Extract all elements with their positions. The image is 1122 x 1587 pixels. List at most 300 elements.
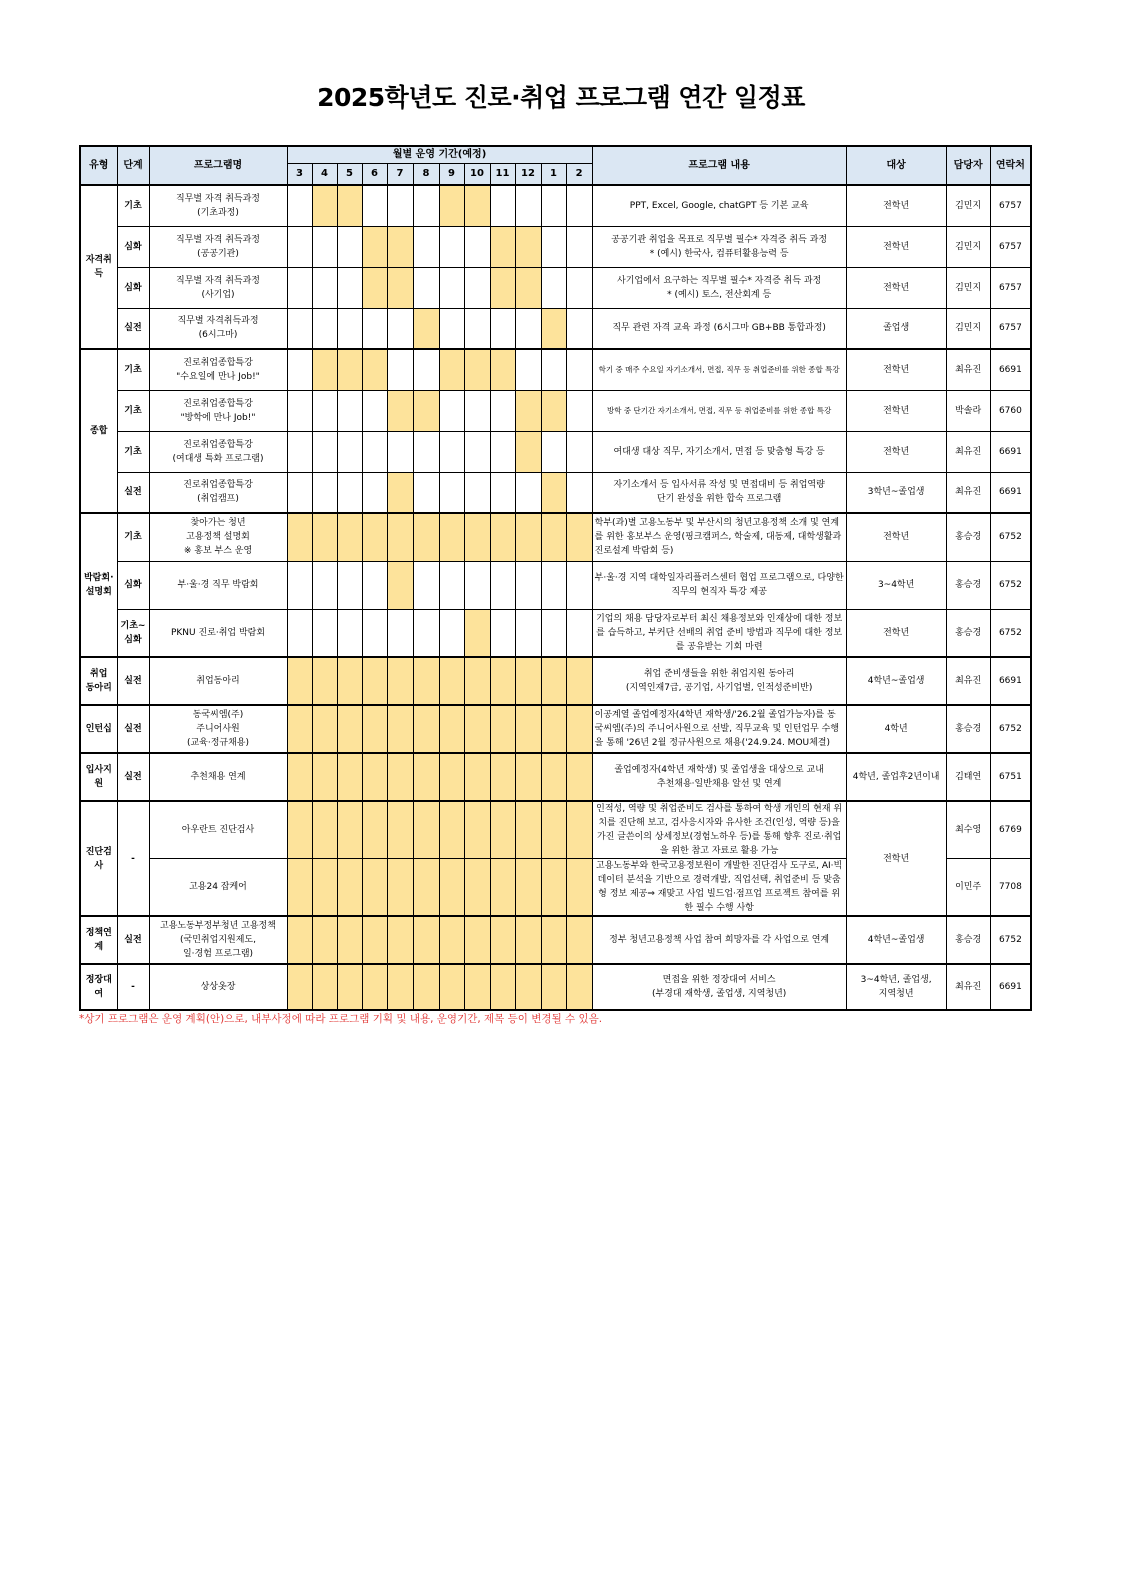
month-cell: [413, 657, 439, 705]
month-cell: [541, 390, 566, 431]
month-cell: [337, 753, 362, 801]
header-month: 9: [439, 164, 464, 186]
month-cell: [312, 561, 337, 609]
program-content-cell: 인적성, 역량 및 취업준비도 검사를 통하여 학생 개인의 현재 위치를 진단해 보고, 검사응시자와 유사한 조건(인성, 역량 등)을 가진 글쓴이의 상세정보(경험노하우 등)를 통해 향후 진로·취업을 위한 참고 자료로 활용 가능: [592, 801, 846, 859]
month-cell: [566, 657, 592, 705]
month-cell: [490, 431, 515, 472]
contact-cell: 6757: [990, 226, 1031, 267]
target-cell: 4학년~졸업생: [846, 916, 946, 964]
month-cell: [490, 349, 515, 390]
category-cell: 취업 동아리: [80, 657, 117, 705]
month-cell: [464, 753, 490, 801]
target-cell: 전학년: [846, 431, 946, 472]
table-row: [80, 916, 1031, 964]
month-cell: [439, 561, 464, 609]
stage-cell: 실전: [117, 753, 149, 801]
month-cell: [566, 185, 592, 226]
month-cell: [464, 308, 490, 349]
month-cell: [387, 753, 413, 801]
program-content-cell: 고용노동부와 한국고용정보원이 개발한 진단검사 도구로, AI·빅데이터 분석을 기반으로 경력개발, 직업선택, 취업준비 등 맞춤형 정보 제공⇒ 재맞고 사업 빌드업·점프업 프로젝트 참여를 위한 필수 수행 사항: [592, 859, 846, 917]
month-cell: [362, 609, 387, 657]
month-cell: [566, 472, 592, 513]
month-cell: [362, 390, 387, 431]
program-content-cell: 기업의 채용 담당자로부터 최신 채용정보와 인재상에 대한 정보를 습득하고, 부커단 선배의 취업 준비 방법과 직무에 대한 정보를 공유받는 기회 마련: [592, 609, 846, 657]
month-cell: [541, 267, 566, 308]
header-month: 12: [515, 164, 541, 186]
month-cell: [464, 859, 490, 917]
month-cell: [490, 753, 515, 801]
header-month: 8: [413, 164, 439, 186]
month-cell: [387, 561, 413, 609]
month-cell: [312, 226, 337, 267]
manager-cell: 홍승경: [946, 561, 990, 609]
stage-cell: 기초~ 심화: [117, 609, 149, 657]
program-name-cell: 상상옷장: [149, 964, 287, 1010]
header-content: 프로그램 내용: [592, 146, 846, 185]
month-cell: [387, 705, 413, 753]
manager-cell: 김민지: [946, 308, 990, 349]
month-cell: [287, 308, 312, 349]
header-target: 대상: [846, 146, 946, 185]
program-name-cell: 직무별 자격 취득과정 (공공기관): [149, 226, 287, 267]
category-cell: 종합: [80, 349, 117, 513]
stage-cell: 심화: [117, 226, 149, 267]
month-cell: [312, 472, 337, 513]
month-cell: [337, 472, 362, 513]
month-cell: [312, 801, 337, 859]
month-cell: [515, 657, 541, 705]
stage-cell: 실전: [117, 657, 149, 705]
month-cell: [287, 609, 312, 657]
table-row: [80, 513, 1031, 561]
month-cell: [287, 267, 312, 308]
program-content-cell: 취업 준비생들을 위한 취업지원 동아리 (지역인재7급, 공기업, 사기업별, 인적성준비반): [592, 657, 846, 705]
header-stage: 단계: [117, 146, 149, 185]
month-cell: [387, 472, 413, 513]
target-cell: 3~4학년, 졸업생, 지역청년: [846, 964, 946, 1010]
table-row: [80, 226, 1031, 267]
month-cell: [490, 609, 515, 657]
month-cell: [387, 964, 413, 1010]
program-name-cell: 직무별 자격취득과정 (6시그마): [149, 308, 287, 349]
month-cell: [490, 859, 515, 917]
month-cell: [362, 349, 387, 390]
month-cell: [413, 226, 439, 267]
contact-cell: 6691: [990, 657, 1031, 705]
table-row: [80, 390, 1031, 431]
month-cell: [464, 705, 490, 753]
month-cell: [312, 308, 337, 349]
month-cell: [541, 916, 566, 964]
manager-cell: 홍승경: [946, 916, 990, 964]
table-row: [80, 349, 1031, 390]
month-cell: [566, 859, 592, 917]
month-cell: [413, 390, 439, 431]
month-cell: [413, 472, 439, 513]
program-content-cell: 부·울·경 지역 대학일자리플러스센터 협업 프로그램으로, 다양한 직무의 현직자 특강 제공: [592, 561, 846, 609]
month-cell: [439, 390, 464, 431]
schedule-table: [79, 145, 1032, 1011]
category-cell: 자격취득: [80, 185, 117, 349]
manager-cell: 홍승경: [946, 609, 990, 657]
contact-cell: 6691: [990, 349, 1031, 390]
month-cell: [566, 705, 592, 753]
month-cell: [312, 753, 337, 801]
program-group: [80, 657, 1031, 705]
month-cell: [387, 609, 413, 657]
target-cell: 전학년: [846, 609, 946, 657]
month-cell: [464, 349, 490, 390]
manager-cell: 이민주: [946, 859, 990, 917]
month-cell: [490, 226, 515, 267]
month-cell: [464, 801, 490, 859]
program-content-cell: PPT, Excel, Google, chatGPT 등 기본 교육: [592, 185, 846, 226]
manager-cell: 최유진: [946, 472, 990, 513]
month-cell: [515, 226, 541, 267]
month-cell: [387, 390, 413, 431]
program-content-cell: 이공계열 졸업예정자(4학년 재학생/'26.2월 졸업가능자)를 동국씨엠(주)의 주니어사원으로 선발, 직무교육 및 인턴업무 수행을 통해 '26년 2월 정규사원으로 채용('24.9.24. MOU체결): [592, 705, 846, 753]
category-cell: 진단검사: [80, 801, 117, 916]
month-cell: [439, 513, 464, 561]
month-cell: [439, 964, 464, 1010]
stage-cell: -: [117, 801, 149, 916]
program-name-cell: 고용노동부정부청년 고용정책 (국민취업지원제도, 일·경험 프로그램): [149, 916, 287, 964]
month-cell: [362, 185, 387, 226]
month-cell: [337, 349, 362, 390]
month-cell: [312, 349, 337, 390]
month-cell: [439, 609, 464, 657]
contact-cell: 6691: [990, 964, 1031, 1010]
month-cell: [566, 513, 592, 561]
stage-cell: -: [117, 964, 149, 1010]
contact-cell: 6691: [990, 431, 1031, 472]
target-cell: 전학년: [846, 226, 946, 267]
month-cell: [439, 431, 464, 472]
program-group: [80, 801, 1031, 916]
header-month: 6: [362, 164, 387, 186]
month-cell: [464, 964, 490, 1010]
month-cell: [515, 431, 541, 472]
month-cell: [287, 916, 312, 964]
month-cell: [362, 226, 387, 267]
month-cell: [312, 859, 337, 917]
month-cell: [337, 801, 362, 859]
header-contact: 연락처: [990, 146, 1031, 185]
header-month: 4: [312, 164, 337, 186]
month-cell: [490, 513, 515, 561]
table-row: [80, 801, 1031, 859]
category-cell: 입사지원: [80, 753, 117, 801]
month-cell: [337, 561, 362, 609]
page-title: 2025학년도 진로·취업 프로그램 연간 일정표: [317, 83, 805, 112]
month-cell: [287, 513, 312, 561]
stage-cell: 실전: [117, 705, 149, 753]
month-cell: [490, 657, 515, 705]
table-row: [80, 705, 1031, 753]
month-cell: [387, 185, 413, 226]
contact-cell: 6757: [990, 308, 1031, 349]
month-cell: [439, 657, 464, 705]
manager-cell: 최유진: [946, 657, 990, 705]
contact-cell: 6751: [990, 753, 1031, 801]
month-cell: [515, 267, 541, 308]
header-month: 7: [387, 164, 413, 186]
stage-cell: 기초: [117, 431, 149, 472]
program-name-cell: 취업동아리: [149, 657, 287, 705]
stage-cell: 기초: [117, 513, 149, 561]
program-name-cell: 직무별 자격 취득과정 (기초과정): [149, 185, 287, 226]
month-cell: [464, 226, 490, 267]
month-cell: [515, 561, 541, 609]
month-cell: [515, 609, 541, 657]
month-cell: [464, 513, 490, 561]
month-cell: [541, 609, 566, 657]
program-content-cell: 졸업예정자(4학년 재학생) 및 졸업생을 대상으로 교내 추천채용·일반채용 알선 및 연계: [592, 753, 846, 801]
month-cell: [387, 657, 413, 705]
month-cell: [337, 964, 362, 1010]
footnote: *상기 프로그램은 운영 계획(안)으로, 내부사정에 따라 프로그램 기획 및 내용, 운영기간, 제목 등이 변경될 수 있음.: [79, 1013, 603, 1025]
manager-cell: 김민지: [946, 185, 990, 226]
contact-cell: 6752: [990, 561, 1031, 609]
month-cell: [362, 431, 387, 472]
month-cell: [413, 609, 439, 657]
month-cell: [337, 916, 362, 964]
header-type: 유형: [80, 146, 117, 185]
month-cell: [515, 753, 541, 801]
month-cell: [566, 916, 592, 964]
month-cell: [287, 657, 312, 705]
table-row: [80, 753, 1031, 801]
header-month: 3: [287, 164, 312, 186]
program-content-cell: 공공기관 취업을 목표로 직무별 필수* 자격증 취득 과정 * (예시) 한국사, 컴퓨터활용능력 등: [592, 226, 846, 267]
month-cell: [541, 964, 566, 1010]
table-row: [80, 561, 1031, 609]
month-cell: [541, 472, 566, 513]
month-cell: [413, 513, 439, 561]
month-cell: [464, 916, 490, 964]
month-cell: [362, 657, 387, 705]
month-cell: [287, 472, 312, 513]
month-cell: [464, 561, 490, 609]
table-row: [80, 964, 1031, 1010]
month-cell: [541, 308, 566, 349]
month-cell: [387, 859, 413, 917]
month-cell: [287, 964, 312, 1010]
month-cell: [413, 705, 439, 753]
month-cell: [515, 513, 541, 561]
contact-cell: 7708: [990, 859, 1031, 917]
month-cell: [312, 390, 337, 431]
program-content-cell: 직무 관련 자격 교육 과정 (6시그마 GB+BB 통합과정): [592, 308, 846, 349]
month-cell: [541, 859, 566, 917]
contact-cell: 6752: [990, 916, 1031, 964]
month-cell: [362, 859, 387, 917]
month-cell: [287, 561, 312, 609]
program-group: [80, 916, 1031, 964]
manager-cell: 김태연: [946, 753, 990, 801]
month-cell: [439, 859, 464, 917]
program-name-cell: 진로취업종합특강 (여대생 특화 프로그램): [149, 431, 287, 472]
target-cell: 전학년: [846, 349, 946, 390]
month-cell: [566, 308, 592, 349]
month-cell: [541, 513, 566, 561]
month-cell: [362, 916, 387, 964]
month-cell: [387, 349, 413, 390]
stage-cell: 실전: [117, 308, 149, 349]
month-cell: [566, 801, 592, 859]
program-group: [80, 349, 1031, 513]
header-manager: 담당자: [946, 146, 990, 185]
month-cell: [387, 801, 413, 859]
manager-cell: 홍승경: [946, 705, 990, 753]
month-cell: [464, 657, 490, 705]
target-cell: 4학년: [846, 705, 946, 753]
table-row: [80, 657, 1031, 705]
month-cell: [439, 185, 464, 226]
month-cell: [413, 859, 439, 917]
contact-cell: 6752: [990, 513, 1031, 561]
month-cell: [362, 513, 387, 561]
month-cell: [490, 472, 515, 513]
contact-cell: 6752: [990, 609, 1031, 657]
table-row: [80, 185, 1031, 226]
month-cell: [362, 561, 387, 609]
table-row: [80, 472, 1031, 513]
month-cell: [439, 916, 464, 964]
month-cell: [515, 472, 541, 513]
month-cell: [387, 226, 413, 267]
month-cell: [490, 185, 515, 226]
month-cell: [490, 308, 515, 349]
month-cell: [541, 431, 566, 472]
month-cell: [287, 705, 312, 753]
manager-cell: 홍승경: [946, 513, 990, 561]
month-cell: [287, 226, 312, 267]
month-cell: [439, 472, 464, 513]
month-cell: [464, 267, 490, 308]
stage-cell: 실전: [117, 916, 149, 964]
month-cell: [515, 349, 541, 390]
program-name-cell: 부·울·경 직무 박람회: [149, 561, 287, 609]
program-group: [80, 705, 1031, 753]
manager-cell: 최유진: [946, 964, 990, 1010]
month-cell: [541, 657, 566, 705]
month-cell: [490, 801, 515, 859]
month-cell: [362, 753, 387, 801]
month-cell: [413, 308, 439, 349]
month-cell: [515, 185, 541, 226]
month-cell: [566, 349, 592, 390]
month-cell: [541, 705, 566, 753]
month-cell: [566, 226, 592, 267]
contact-cell: 6757: [990, 185, 1031, 226]
month-cell: [490, 964, 515, 1010]
program-content-cell: 면접을 위한 정장대여 서비스 (부경대 재학생, 졸업생, 지역청년): [592, 964, 846, 1010]
month-cell: [387, 513, 413, 561]
month-cell: [490, 390, 515, 431]
table-row: [80, 308, 1031, 349]
manager-cell: 김민지: [946, 226, 990, 267]
month-cell: [566, 753, 592, 801]
month-cell: [566, 431, 592, 472]
month-cell: [337, 705, 362, 753]
table-row: [80, 267, 1031, 308]
manager-cell: 최유진: [946, 431, 990, 472]
target-cell: 졸업생: [846, 308, 946, 349]
contact-cell: 6691: [990, 472, 1031, 513]
target-cell: 전학년: [846, 390, 946, 431]
month-cell: [337, 657, 362, 705]
manager-cell: 최유진: [946, 349, 990, 390]
month-cell: [337, 431, 362, 472]
program-group: [80, 185, 1031, 349]
program-name-cell: 찾아가는 청년 고용정책 설명회 ※ 홍보 부스 운영: [149, 513, 287, 561]
header-period: 월별 운영 기간(예정): [287, 146, 592, 164]
month-cell: [464, 431, 490, 472]
target-cell: 전학년: [846, 513, 946, 561]
month-cell: [490, 561, 515, 609]
program-content-cell: 여대생 대상 직무, 자기소개서, 면접 등 맞춤형 특강 등: [592, 431, 846, 472]
month-cell: [287, 349, 312, 390]
month-cell: [312, 185, 337, 226]
month-cell: [566, 609, 592, 657]
month-cell: [490, 705, 515, 753]
month-cell: [439, 349, 464, 390]
month-cell: [541, 226, 566, 267]
month-cell: [464, 609, 490, 657]
month-cell: [312, 964, 337, 1010]
month-cell: [413, 753, 439, 801]
manager-cell: 김민지: [946, 267, 990, 308]
month-cell: [287, 801, 312, 859]
month-cell: [287, 859, 312, 917]
category-cell: 박람회· 설명회: [80, 513, 117, 657]
month-cell: [337, 308, 362, 349]
contact-cell: 6752: [990, 705, 1031, 753]
month-cell: [439, 267, 464, 308]
month-cell: [490, 916, 515, 964]
stage-cell: 기초: [117, 185, 149, 226]
month-cell: [541, 349, 566, 390]
program-content-cell: 정부 청년고용정책 사업 참여 희망자를 각 사업으로 연계: [592, 916, 846, 964]
month-cell: [439, 705, 464, 753]
program-name-cell: 아우란트 진단검사: [149, 801, 287, 859]
month-cell: [312, 267, 337, 308]
header-month: 5: [337, 164, 362, 186]
month-cell: [566, 390, 592, 431]
program-group: [80, 964, 1031, 1010]
target-cell: 전학년: [846, 185, 946, 226]
stage-cell: 기초: [117, 349, 149, 390]
month-cell: [515, 964, 541, 1010]
month-cell: [362, 964, 387, 1010]
month-cell: [287, 390, 312, 431]
month-cell: [413, 349, 439, 390]
month-cell: [362, 801, 387, 859]
month-cell: [413, 561, 439, 609]
month-cell: [337, 513, 362, 561]
target-cell: 3~4학년: [846, 561, 946, 609]
month-cell: [312, 513, 337, 561]
month-cell: [541, 185, 566, 226]
month-cell: [362, 472, 387, 513]
contact-cell: 6769: [990, 801, 1031, 859]
month-cell: [287, 431, 312, 472]
month-cell: [287, 753, 312, 801]
month-cell: [515, 308, 541, 349]
month-cell: [362, 267, 387, 308]
program-name-cell: 추천채용 연계: [149, 753, 287, 801]
